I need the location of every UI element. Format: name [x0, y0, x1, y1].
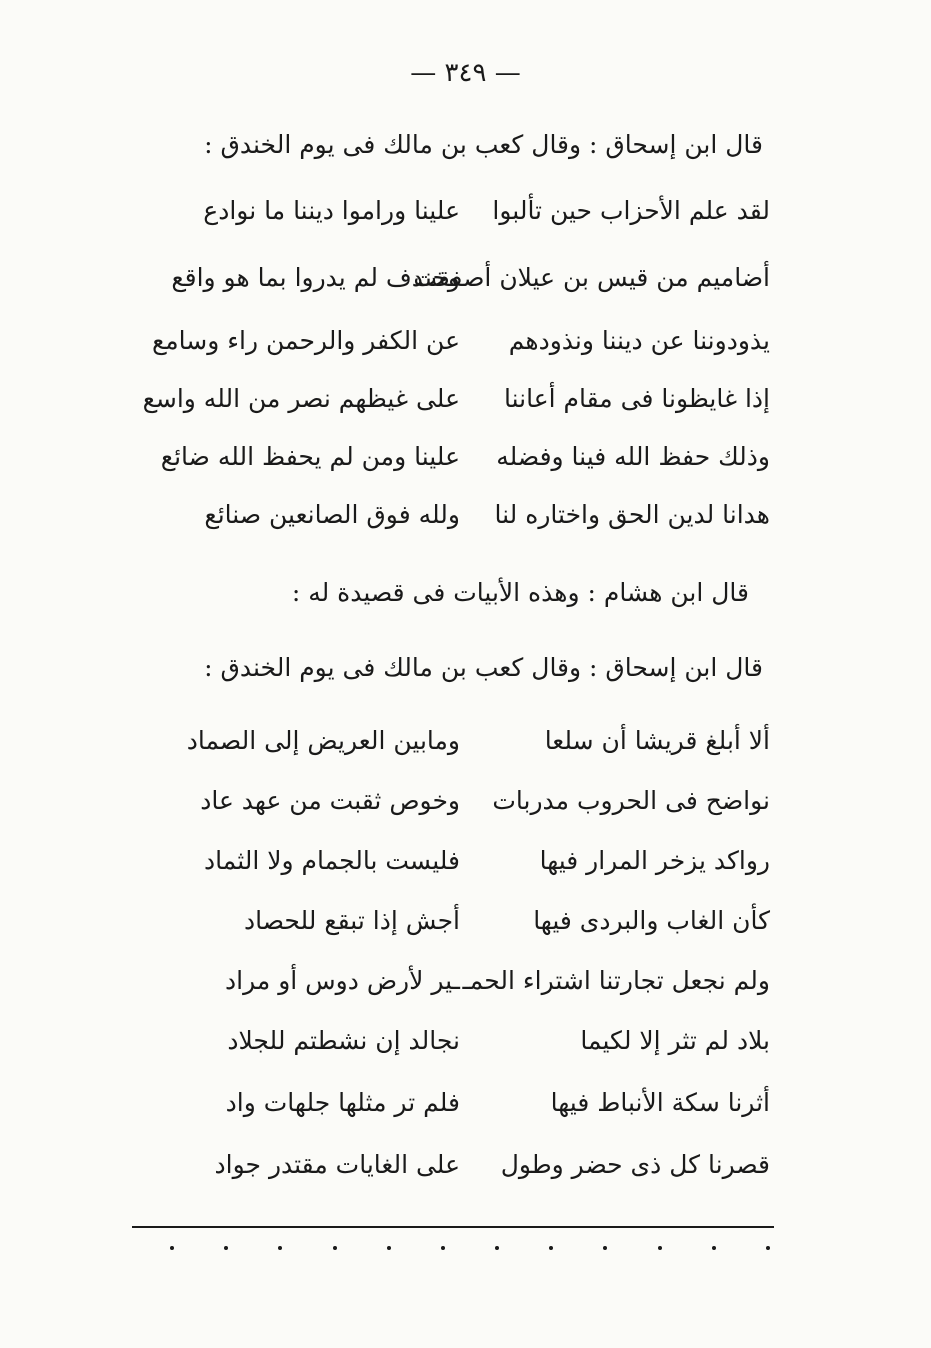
second-hemistich: ـير لأرض دوس أو مراد — [224, 966, 460, 995]
dot — [278, 1246, 282, 1250]
dot — [549, 1246, 553, 1250]
verse-line — [170, 906, 770, 946]
second-hemistich: على غيظهم نصر من الله واسع — [142, 384, 460, 413]
dot — [441, 1246, 445, 1250]
verse-line — [170, 726, 770, 766]
first-hemistich: إذا غايظونا فى مقام أعاننا — [504, 384, 770, 413]
verse-line — [170, 966, 770, 1006]
verse-line — [151, 326, 770, 366]
second-hemistich: وخوص ثقبت من عهد عاد — [200, 786, 460, 815]
second-hemistich: ومابين العريض إلى الصماد — [186, 726, 460, 755]
second-hemistich: على الغايات مقتدر جواد — [214, 1150, 460, 1179]
first-hemistich: رواكد يزخر المرار فيها — [539, 846, 770, 875]
first-hemistich: لقد علم الأحزاب حين تألبوا — [492, 196, 770, 225]
section-heading-3: قال ابن إسحاق : وقال كعب بن مالك فى يوم الخندق : — [204, 653, 763, 682]
section-heading-1: قال ابن إسحاق : وقال كعب بن مالك فى يوم الخندق : — [204, 130, 763, 159]
first-hemistich: وذلك حفظ الله فينا وفضله — [496, 442, 770, 471]
verse-line — [170, 1088, 770, 1128]
second-hemistich: علينا ومن لم يحفظ الله ضائع — [160, 442, 460, 471]
first-hemistich: أضاميم من قيس بن عيلان أصفقت — [413, 263, 770, 292]
dot — [333, 1246, 337, 1250]
footer-rule — [132, 1226, 774, 1228]
section-heading-2: قال ابن هشام : وهذه الأبيات فى قصيدة له : — [291, 578, 749, 607]
dot — [170, 1246, 174, 1250]
verse-line — [142, 384, 770, 424]
first-hemistich: هدانا لدين الحق واختاره لنا — [494, 500, 770, 529]
verse-line — [170, 263, 770, 303]
first-hemistich: كأن الغاب والبردى فيها — [533, 906, 770, 935]
first-hemistich: ولم نجعل تجارتنا اشتراء الحمـ — [462, 966, 770, 995]
page-number: — ٣٤٩ — — [410, 58, 521, 88]
second-hemistich: عن الكفر والرحمن راء وسامع — [151, 326, 460, 355]
first-hemistich: أثرنا سكة الأنباط فيها — [550, 1088, 770, 1117]
dot — [387, 1246, 391, 1250]
first-hemistich: قصرنا كل ذى حضر وطول — [500, 1150, 770, 1179]
second-hemistich: وخندف لم يدروا بما هو واقع — [171, 263, 460, 292]
first-hemistich: ألا أبلغ قريشا أن سلعا — [544, 726, 770, 755]
verse-line — [170, 196, 770, 236]
second-hemistich: أجش إذا تبقع للحصاد — [243, 906, 460, 935]
verse-line — [170, 786, 770, 826]
second-hemistich: فلم تر مثلها جلهات واد — [225, 1088, 460, 1117]
first-hemistich: نواضح فى الحروب مدربات — [492, 786, 770, 815]
verse-line — [170, 500, 770, 540]
first-hemistich: بلاد لم تثر إلا لكيما — [580, 1026, 770, 1055]
dot — [712, 1246, 716, 1250]
first-hemistich: يذودوننا عن ديننا ونذودهم — [508, 326, 770, 355]
second-hemistich: فليست بالجمام ولا الثماد — [204, 846, 460, 875]
dot — [766, 1246, 770, 1250]
dot — [658, 1246, 662, 1250]
footer-ellipsis-dots — [170, 1246, 770, 1266]
dot — [495, 1246, 499, 1250]
second-hemistich: علينا وراموا ديننا ما نوادع — [203, 196, 460, 225]
verse-line — [170, 1026, 770, 1066]
dot — [603, 1246, 607, 1250]
verse-line — [170, 846, 770, 886]
second-hemistich: نجالد إن نشطتم للجلاد — [227, 1026, 460, 1055]
verse-line — [160, 442, 770, 482]
second-hemistich: ولله فوق الصانعين صنائع — [204, 500, 460, 529]
dot — [224, 1246, 228, 1250]
verse-line — [170, 1150, 770, 1190]
